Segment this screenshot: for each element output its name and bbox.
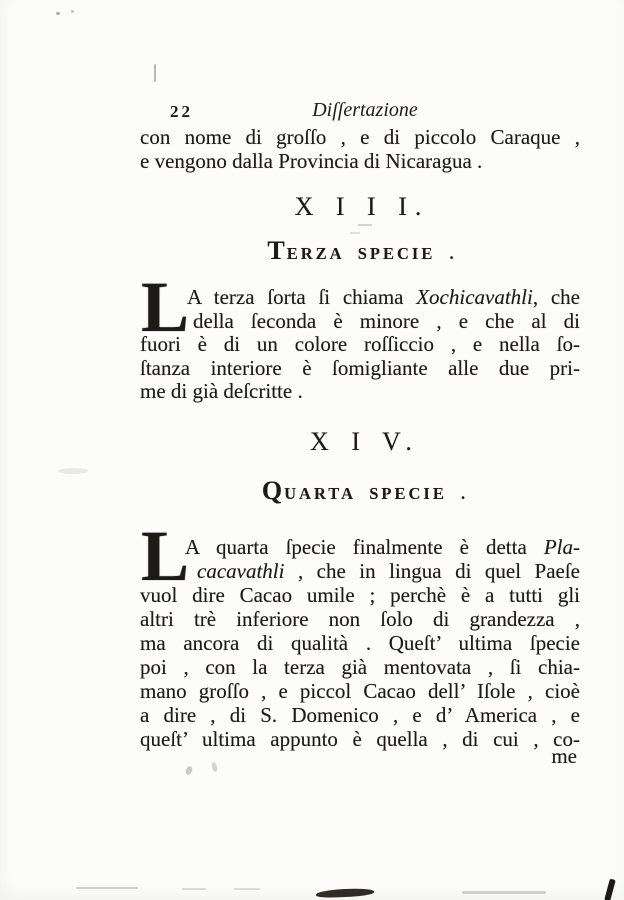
italic-term: Xochicavathli	[416, 285, 533, 309]
intro-paragraph	[140, 126, 580, 173]
italic-term: cacavathli	[197, 559, 285, 583]
title-rest: ERZA SPECIE .	[286, 244, 457, 263]
page-number: 22	[170, 102, 193, 121]
drop-cap: L	[141, 516, 190, 596]
scan-streak	[462, 891, 546, 894]
text-line: con nome di groſſo , e di piccolo Caraque ,	[140, 125, 580, 149]
scan-ink-stroke	[604, 879, 615, 900]
text-line: me di già deſcritte .	[140, 379, 303, 403]
scan-smudge	[58, 468, 88, 474]
catchword: me	[551, 744, 577, 768]
scan-streak	[234, 888, 260, 890]
text-run: , che	[532, 285, 580, 309]
text-line: ma ancora di qualità . Queſt’ ultima ſpecie	[140, 631, 580, 655]
text-line: queſt’ ultima appunto è quella , di cui , co-	[140, 727, 580, 751]
text-run: A quarta ſpecie finalmente è detta	[185, 535, 544, 559]
text-line: della ſeconda è minore , e che al di	[193, 308, 580, 333]
text-line: e vengono dalla Provincia di Nicaragua .	[140, 148, 483, 173]
scan-speck	[71, 10, 74, 13]
text-line: poi , con la terza già mentovata , ſi chia-	[140, 655, 580, 679]
text-line: fuori è di un colore roſſiccio , e nella ſo-	[140, 332, 580, 356]
scan-speck	[56, 12, 60, 15]
section-title-terza-specie	[140, 236, 580, 266]
text-run: , che in lingua di quel Paeſe	[284, 559, 580, 583]
text-line: a dire , di S. Domenico , e d’ America , e	[140, 703, 580, 727]
paragraph-quarta-specie	[140, 516, 580, 751]
text-line: vuol dire Cacao umile ; perchè è a tutti gli	[140, 583, 580, 607]
text-line: altri trè inferiore non ſolo di grandezza ,	[140, 607, 580, 631]
text-line: mano groſſo , e piccol Cacao dell’ Iſole , cioè	[140, 679, 580, 703]
text-line	[197, 559, 580, 583]
running-title: Diſſertazione	[312, 99, 418, 121]
paragraph-terza-specie	[140, 267, 580, 404]
italic-term: Pla-	[543, 535, 580, 559]
drop-cap: L	[141, 267, 190, 347]
text-run: A terza ſorta ſi chiama	[187, 285, 417, 309]
scan-streak	[76, 887, 138, 889]
scan-ink-blob	[316, 887, 374, 898]
section-title-quarta-specie	[140, 476, 580, 506]
text-line	[185, 535, 580, 559]
scan-tick-mark	[154, 64, 156, 82]
title-initial: Q	[261, 476, 285, 505]
scan-dash	[350, 232, 360, 234]
scan-streak	[182, 888, 206, 890]
title-rest: UARTA SPECIE .	[284, 484, 469, 503]
text-line	[187, 286, 580, 310]
section-number-xiii: X I I I.	[294, 192, 430, 221]
scan-dash	[358, 224, 372, 226]
section-number-xiv: X I V.	[310, 427, 420, 456]
title-initial: T	[267, 236, 287, 265]
text-line: ſtanza interiore è ſomigliante alle due pri-	[140, 355, 580, 380]
